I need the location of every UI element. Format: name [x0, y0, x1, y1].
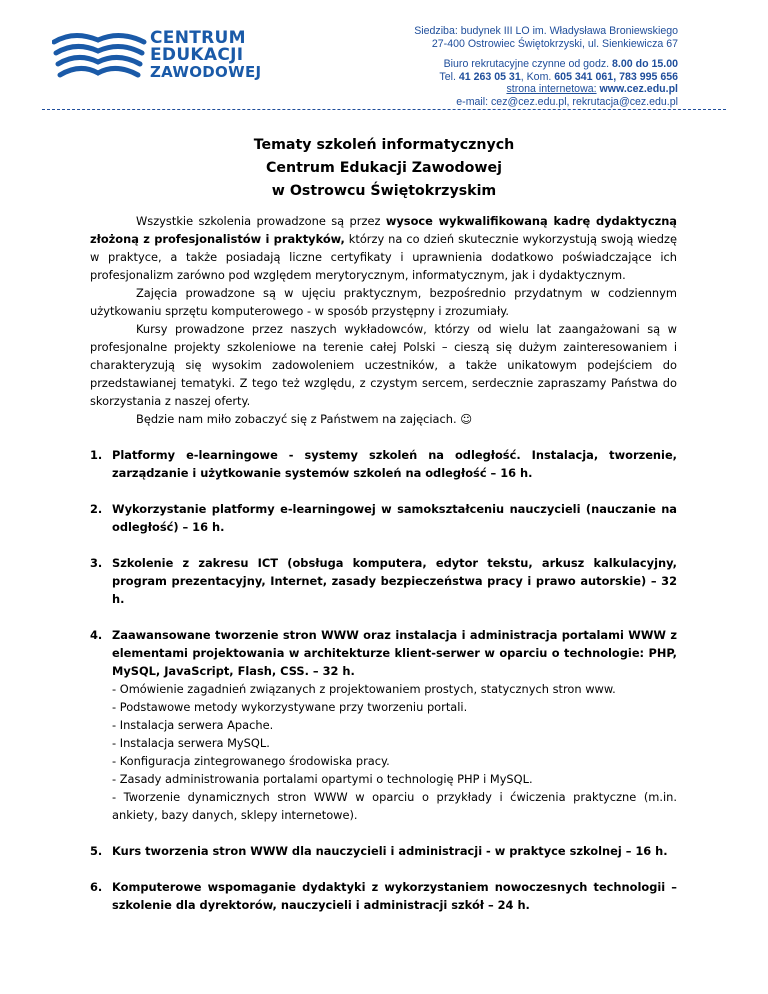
topic-subitem: - Omówienie zagadnień związanych z projektowaniem prostych, statycznych stron www.: [112, 682, 616, 696]
topic-subitem: - Podstawowe metody wykorzystywane przy tworzeniu portali.: [112, 700, 468, 714]
topic-title: Zaawansowane tworzenie stron WWW oraz instalacja i administracja portalami WWW z elementami projektowania w architekturze klient-serwer w oparciu o technologie: PHP, MySQL, JavaScript, Flash, CSS. – 32 h.: [112, 628, 677, 678]
list-item: 3. Szkolenie z zakresu ICT (obsługa komputera, edytor tekstu, arkusz kalkulacyjny, program prezentacyjny, Internet, zasady bezpieczeństwa pracy i prawo autorskie) – 32 h.: [90, 556, 677, 606]
list-item: 1. Platformy e-learningowe - systemy szkoleń na odległość. Instalacja, tworzenie, zarządzanie i użytkowanie systemów szkoleń na odległość – 16 h.: [90, 448, 677, 480]
website-link[interactable]: strona internetowa:: [506, 83, 597, 95]
topics-list: [90, 446, 677, 914]
website-line: strona internetowa: www.cez.edu.pl: [506, 83, 678, 95]
topic-title: Wykorzystanie platformy e-learningowej w samokształceniu nauczycieli (nauczanie na odległość) – 16 h.: [112, 502, 677, 534]
list-item: 6. Komputerowe wspomaganie dydaktyki z wykorzystaniem nowoczesnych technologii – szkolenie dla dyrektorów, nauczycieli i administracji szkół – 24 h.: [90, 880, 677, 912]
topic-title: Platformy e-learningowe - systemy szkoleń na odległość. Instalacja, tworzenie, zarządzanie i użytkowanie systemów szkoleń na odległość – 16 h.: [112, 448, 677, 480]
letterhead: [0, 0, 768, 118]
topic-subitem: - Instalacja serwera MySQL.: [112, 736, 270, 750]
topic-subitem: - Instalacja serwera Apache.: [112, 718, 274, 732]
logo-wordmark: [150, 30, 261, 81]
topic-title: Kurs tworzenia stron WWW dla nauczycieli i administracji - w praktyce szkolnej – 16 h.: [112, 844, 668, 858]
document-body: [90, 212, 677, 914]
title-line-1: Tematy szkoleń informatycznych: [253, 137, 515, 153]
address-line-1: Siedziba: budynek III LO im. Władysława Broniewskiego: [414, 25, 678, 37]
topic-subitem: - Tworzenie dynamicznych stron WWW w oparciu o przykłady i ćwiczenia praktyczne (m.in. ankiety, bazy danych, sklepy internetowe).: [112, 790, 677, 822]
list-item: 2. Wykorzystanie platformy e-learningowej w samokształceniu nauczycieli (nauczanie na odległość) – 16 h.: [90, 502, 677, 534]
intro-paragraph-3: Kursy prowadzone przez naszych wykładowców, którzy od wielu lat zaangażowani są w profesjonalne projekty szkoleniowe na terenie całej Polski – cieszą się dużym zainteresowaniem i charakteryzują się wysokim zadowoleniem uczestników, a także unikatowym podejściem do przedstawianej tematyki. Z tego też względu, z czystym sercem, serdecznie zapraszamy Państwa do skorzystania z naszej oferty.: [90, 322, 677, 408]
office-hours: Biuro rekrutacyjne czynne od godz. 8.00 do 15.00: [443, 58, 678, 70]
address-line-2: 27-400 Ostrowiec Świętokrzyski, ul. Sienkiewicza 67: [431, 37, 678, 50]
logo-line-2: EDUKACJI: [150, 45, 244, 65]
logo-line-3: ZAWODOWEJ: [150, 63, 262, 81]
phone-line: Tel. 41 263 05 31, Kom. 605 341 061, 783 995 656: [439, 70, 678, 83]
intro-paragraph-1: Wszystkie szkolenia prowadzone są przez wysoce wykwalifikowaną kadrę dydaktyczną złożoną z profesjonalistów i praktyków, którzy na co dzień skutecznie wykorzystują swoją wiedzę w praktyce, a także posiadają liczne certyfikaty i uprawnienia dodatkowo poświadczające ich profesjonalizm zarówno pod względem merytorycznym, informatycznym, jak i dydaktycznym.: [90, 214, 677, 282]
topic-title: Komputerowe wspomaganie dydaktyki z wykorzystaniem nowoczesnych technologii – szkolenie dla dyrektorów, nauczycieli i administracji szkół – 24 h.: [112, 880, 677, 912]
intro-paragraph-2: Zajęcia prowadzone są w ujęciu praktycznym, bezpośrednio przydatnym w codziennym użytkowaniu sprzętu komputerowego - w sposób przystępny i zrozumiały.: [90, 286, 677, 318]
title-line-2: Centrum Edukacji Zawodowej: [266, 160, 502, 176]
logo-line-1: CENTRUM: [150, 28, 246, 48]
header-divider: [42, 109, 726, 110]
document-title: [0, 134, 768, 203]
list-item: 4. Zaawansowane tworzenie stron WWW oraz instalacja i administracja portalami WWW z elementami projektowania w architekturze klient-serwer w oparciu o technologie: PHP, MySQL, JavaScript, Flash, CSS. – 32 h. - Omówienie zagadnień związanych z projektowaniem prostych, statycznych stron www. - Podstawowe metody wykorzystywane przy tworzeniu portali. - Instalacja serwera Apache. - Instalacja serwera MySQL. - Konfiguracja zintegrowanego środowiska pracy. - Zasady administrowania portalami opartymi o technologię PHP i MySQL. - Tworzenie dynamicznych stron WWW w oparciu o przykłady i ćwiczenia praktyczne (m.in. ankiety, bazy danych, sklepy internetowe).: [90, 628, 677, 822]
email-line[interactable]: e-mail: cez@cez.edu.pl, rekrutacja@cez.edu.pl: [456, 95, 678, 108]
intro-paragraph-4: Będzie nam miło zobaczyć się z Państwem na zajęciach. ☺: [136, 412, 473, 426]
title-line-3: w Ostrowcu Świętokrzyskim: [271, 183, 497, 199]
topic-title: Szkolenie z zakresu ICT (obsługa komputera, edytor tekstu, arkusz kalkulacyjny, program prezentacyjny, Internet, zasady bezpieczeństwa pracy i prawo autorskie) – 32 h.: [112, 556, 677, 606]
topic-subitem: - Konfiguracja zintegrowanego środowiska pracy.: [112, 754, 390, 768]
list-item: 5. Kurs tworzenia stron WWW dla nauczycieli i administracji - w praktyce szkolnej – 16 h.: [90, 842, 677, 860]
contact-block: [414, 25, 678, 108]
topic-subitem: - Zasady administrowania portalami opartymi o technologię PHP i MySQL.: [112, 772, 533, 786]
